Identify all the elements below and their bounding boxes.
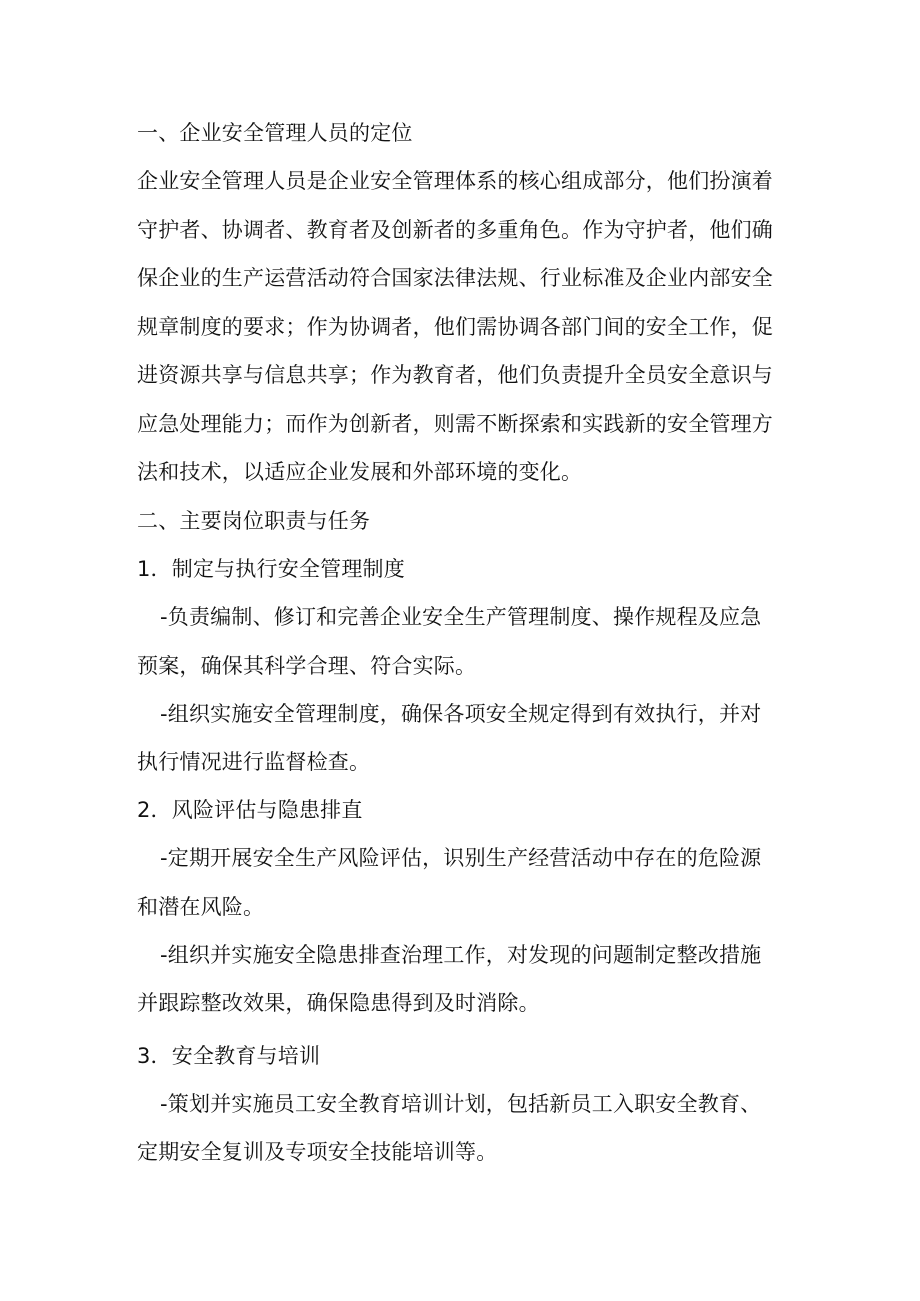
bullet-line: 预案，确保其科学合理、符合实际。 bbox=[137, 654, 477, 678]
paragraph-line: 规章制度的要求；作为协调者，他们需协调各部门间的安全工作，促 bbox=[137, 315, 773, 339]
bullet-line: -定期开展安全生产风险评估，识别生产经营活动中存在的危险源 bbox=[160, 846, 762, 870]
paragraph-line: 保企业的生产运营活动符合国家法律法规、行业标准及企业内部安全 bbox=[137, 266, 773, 290]
paragraph-line: 进资源共享与信息共享；作为教育者，他们负责提升全员安全意识与 bbox=[137, 363, 773, 387]
bullet-line: -组织并实施安全隐患排查治理工作，对发现的问题制定整改措施 bbox=[160, 943, 762, 967]
bullet-line: 执行情况进行监督检查。 bbox=[137, 750, 371, 774]
paragraph-line: 应急处理能力；而作为创新者，则需不断探索和实践新的安全管理方 bbox=[137, 412, 773, 436]
bullet-line: 定期安全复训及专项安全技能培训等。 bbox=[137, 1140, 498, 1164]
section-2-heading: 二、主要岗位职责与任务 bbox=[137, 509, 371, 533]
bullet-line: -策划并实施员工安全教育培训计划，包括新员工入职安全教育、 bbox=[160, 1092, 762, 1116]
item-2-title: 2．风险评估与隐患排直 bbox=[137, 798, 363, 822]
item-3-title: 3．安全教育与培训 bbox=[137, 1044, 321, 1068]
item-1-title: 1．制定与执行安全管理制度 bbox=[137, 557, 405, 581]
paragraph-line: 守护者、协调者、教育者及创新者的多重角色。作为守护者，他们确 bbox=[137, 218, 773, 242]
section-1-heading: 一、企业安全管理人员的定位 bbox=[137, 121, 413, 145]
bullet-line: 并跟踪整改效果，确保隐患得到及时消除。 bbox=[137, 991, 540, 1015]
paragraph-line: 企业安全管理人员是企业安全管理体系的核心组成部分，他们扮演着 bbox=[137, 169, 773, 193]
bullet-line: -负责编制、修订和完善企业安全生产管理制度、操作规程及应急 bbox=[160, 605, 762, 629]
bullet-line: -组织实施安全管理制度，确保各项安全规定得到有效执行，并对 bbox=[160, 702, 762, 726]
bullet-line: 和潜在风险。 bbox=[137, 895, 265, 919]
paragraph-line: 法和技术，以适应企业发展和外部环境的变化。 bbox=[137, 460, 583, 484]
